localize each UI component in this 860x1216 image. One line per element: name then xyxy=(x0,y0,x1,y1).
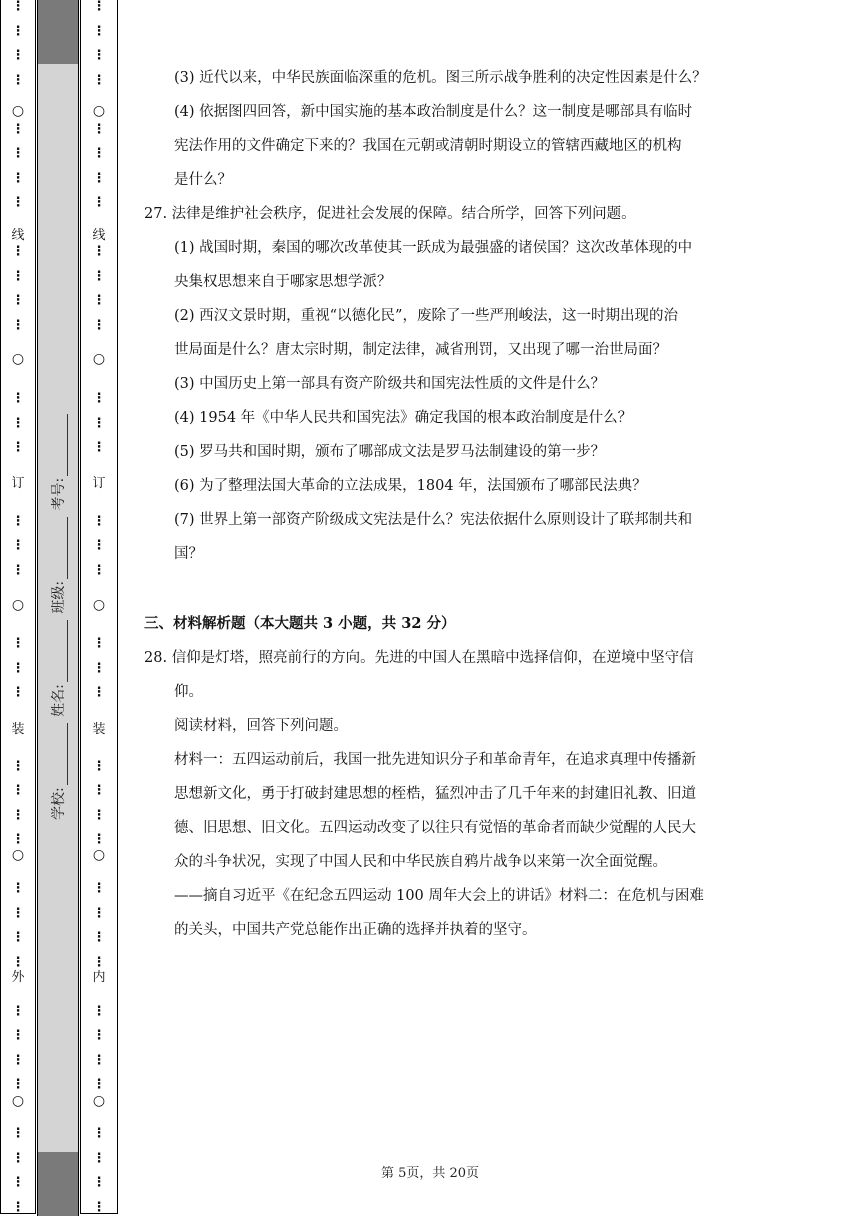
school-field[interactable] xyxy=(53,723,68,785)
seal-dots: ⋮ xyxy=(11,23,25,39)
seal-circle-mark: ○ xyxy=(11,351,25,367)
seal-dots: ⋮ xyxy=(92,1028,106,1043)
seal-dots: ⋮ xyxy=(92,268,106,284)
text-line: 德、旧思想、旧文化。五四运动改变了以往只有觉悟的革命者而缺少觉醒的人民大 xyxy=(174,820,696,836)
seal-dots: ⋮ xyxy=(92,23,106,39)
seal-char-mark: 装 xyxy=(92,722,106,737)
binding-margin xyxy=(0,0,120,1216)
text-line: ——摘自习近平《在纪念五四运动 100 周年大会上的讲话》材料二：在危机与困难 xyxy=(174,888,704,904)
seal-dots: ⋮ xyxy=(11,636,25,651)
seal-dots: ⋮ xyxy=(11,48,25,63)
seal-dots: ⋮ xyxy=(11,1052,25,1068)
seal-dots: ⋮ xyxy=(92,244,106,259)
seal-dots: ⋮ xyxy=(11,391,25,406)
text-line: (5) 罗马共和国时期，颁布了哪部成文法是罗马法制建设的第一步？ xyxy=(174,444,606,460)
text-line: (1) 战国时期，秦国的哪次改革使其一跃成为最强盛的诸侯国？这次改革体现的中 xyxy=(174,240,693,256)
number-field[interactable] xyxy=(53,414,68,476)
seal-dots: ⋮ xyxy=(92,317,106,333)
text-line: 27. 法律是维护社会秩序，促进社会发展的保障。结合所学，回答下列问题。 xyxy=(144,206,636,222)
seal-dots: ⋮ xyxy=(92,1052,106,1068)
text-line: 材料一：五四运动前后，我国一批先进知识分子和革命青年，在追求真理中传播新 xyxy=(174,752,696,768)
seal-circle-mark: ○ xyxy=(92,1093,106,1109)
seal-circle-mark: ○ xyxy=(11,103,25,119)
seal-circle-mark: ○ xyxy=(92,103,106,119)
seal-dots: ⋮ xyxy=(92,832,106,847)
seal-dots: ⋮ xyxy=(92,440,106,455)
text-line: 28. 信仰是灯塔，照亮前行的方向。先进的中国人在黑暗中选择信仰，在逆境中坚守信 xyxy=(144,650,694,666)
seal-dots: ⋮ xyxy=(11,72,25,88)
seal-dots: ⋮ xyxy=(92,72,106,88)
seal-dots: ⋮ xyxy=(92,1126,106,1141)
seal-circle-mark: ○ xyxy=(92,847,106,863)
text-line: (2) 西汉文景时期，重视“以德化民”，废除了一些严刑峻法，这一时期出现的治 xyxy=(174,308,678,324)
school-label: 学校: xyxy=(51,787,67,820)
seal-char-mark: 装 xyxy=(11,722,25,737)
page-footer: 第 5页，共 20页 xyxy=(380,1166,480,1181)
seal-dots: ⋮ xyxy=(11,146,25,161)
seal-dots: ⋮ xyxy=(11,758,25,774)
seal-dots: ⋮ xyxy=(92,562,106,578)
seal-dots: ⋮ xyxy=(92,513,106,529)
seal-dots: ⋮ xyxy=(92,930,106,945)
seal-dots: ⋮ xyxy=(92,170,106,186)
seal-dots: ⋮ xyxy=(92,48,106,63)
seal-dots: ⋮ xyxy=(92,195,106,210)
seal-dots: ⋮ xyxy=(11,930,25,945)
seal-dots: ⋮ xyxy=(92,293,106,308)
text-line: (7) 世界上第一部资产阶级成文宪法是什么？宪法依据什么原则设计了联邦制共和 xyxy=(174,512,693,528)
text-line: 的关头，中国共产党总能作出正确的选择并执着的坚守。 xyxy=(174,922,537,938)
text-line: (3) 中国历史上第一部具有资产阶级共和国宪法性质的文件是什么？ xyxy=(174,376,606,392)
seal-dots: ⋮ xyxy=(11,440,25,455)
seal-dots: ⋮ xyxy=(11,268,25,284)
outer-seal-line xyxy=(8,0,28,1216)
seal-dots: ⋮ xyxy=(92,538,106,553)
seal-dots: ⋮ xyxy=(11,415,25,431)
seal-dots: ⋮ xyxy=(11,293,25,308)
seal-dots: ⋮ xyxy=(11,538,25,553)
seal-dots: ⋮ xyxy=(11,0,25,14)
student-info-fields xyxy=(48,412,68,820)
seal-dots: ⋮ xyxy=(92,905,106,921)
text-line: (3) 近代以来，中华民族面临深重的危机。图三所示战争胜利的决定性因素是什么？ xyxy=(174,70,707,86)
class-field[interactable] xyxy=(53,517,68,579)
text-line: 央集权思想来自于哪家思想学派？ xyxy=(174,274,392,290)
seal-dots: ⋮ xyxy=(11,244,25,259)
seal-dots: ⋮ xyxy=(11,562,25,578)
seal-dots: ⋮ xyxy=(92,881,106,896)
seal-circle-mark: ○ xyxy=(92,351,106,367)
seal-dots: ⋮ xyxy=(11,660,25,676)
name-field[interactable] xyxy=(53,620,68,682)
seal-circle-mark: ○ xyxy=(11,597,25,613)
seal-dots: ⋮ xyxy=(11,121,25,137)
text-line: 思想新文化，勇于打破封建思想的桎梏，猛烈冲击了几千年来的封建旧礼教、旧道 xyxy=(174,786,696,802)
seal-dots: ⋮ xyxy=(92,660,106,676)
class-label: 班级: xyxy=(51,580,67,614)
seal-dots: ⋮ xyxy=(92,636,106,651)
seal-char-mark: 线 xyxy=(92,228,106,243)
seal-dots: ⋮ xyxy=(11,832,25,847)
seal-dots: ⋮ xyxy=(11,905,25,921)
seal-dots: ⋮ xyxy=(92,0,106,14)
seal-dots: ⋮ xyxy=(11,1028,25,1043)
seal-dots: ⋮ xyxy=(11,1150,25,1166)
seal-dots: ⋮ xyxy=(11,1199,25,1215)
seal-char-mark: 线 xyxy=(11,228,25,243)
text-line: (4) 1954 年《中华人民共和国宪法》确定我国的根本政治制度是什么？ xyxy=(174,410,633,426)
seal-dots: ⋮ xyxy=(11,317,25,333)
text-line: 阅读材料，回答下列问题。 xyxy=(174,718,348,734)
seal-dots: ⋮ xyxy=(11,195,25,210)
text-line: 国？ xyxy=(174,546,203,562)
band-top-block xyxy=(37,0,79,64)
seal-dots: ⋮ xyxy=(92,1175,106,1190)
seal-dots: ⋮ xyxy=(11,1126,25,1141)
seal-dots: ⋮ xyxy=(92,807,106,823)
seal-dots: ⋮ xyxy=(11,1003,25,1019)
seal-dots: ⋮ xyxy=(92,1150,106,1166)
seal-dots: ⋮ xyxy=(92,1077,106,1092)
seal-dots: ⋮ xyxy=(11,170,25,186)
text-line: 仰。 xyxy=(174,684,203,700)
section-title: 三、材料解析题（本大题共 3 小题，共 32 分） xyxy=(144,615,456,632)
seal-dots: ⋮ xyxy=(11,954,25,970)
seal-circle-mark: ○ xyxy=(92,597,106,613)
seal-dots: ⋮ xyxy=(92,758,106,774)
seal-char-mark: 外 xyxy=(11,970,25,985)
seal-dots: ⋮ xyxy=(92,146,106,161)
seal-dots: ⋮ xyxy=(92,391,106,406)
seal-dots: ⋮ xyxy=(92,685,106,700)
seal-dots: ⋮ xyxy=(11,685,25,700)
seal-dots: ⋮ xyxy=(11,807,25,823)
inner-seal-line xyxy=(89,0,109,1216)
seal-dots: ⋮ xyxy=(92,954,106,970)
seal-char-mark: 订 xyxy=(11,476,25,491)
text-line: 世局面是什么？唐太宗时期，制定法律，减省刑罚，又出现了哪一治世局面？ xyxy=(174,342,667,358)
name-label: 姓名: xyxy=(51,684,67,717)
seal-dots: ⋮ xyxy=(11,1077,25,1092)
number-label: 考号: xyxy=(51,477,67,511)
seal-circle-mark: ○ xyxy=(11,847,25,863)
seal-dots: ⋮ xyxy=(92,415,106,431)
seal-char-mark: 内 xyxy=(92,970,106,985)
seal-circle-mark: ○ xyxy=(11,1093,25,1109)
text-line: 是什么？ xyxy=(174,172,232,188)
seal-dots: ⋮ xyxy=(92,1199,106,1215)
text-line: 宪法作用的文件确定下来的？我国在元朝或清朝时期设立的管辖西藏地区的机构 xyxy=(174,138,682,154)
seal-dots: ⋮ xyxy=(92,1003,106,1019)
seal-dots: ⋮ xyxy=(92,783,106,798)
seal-char-mark: 订 xyxy=(92,476,106,491)
text-line: (4) 依据图四回答，新中国实施的基本政治制度是什么？这一制度是哪部具有临时 xyxy=(174,104,693,120)
seal-dots: ⋮ xyxy=(11,1175,25,1190)
seal-dots: ⋮ xyxy=(11,783,25,798)
text-line: (6) 为了整理法国大革命的立法成果，1804 年，法国颁布了哪部民法典？ xyxy=(174,478,647,494)
text-line: 众的斗争状况，实现了中国人民和中华民族自鸦片战争以来第一次全面觉醒。 xyxy=(174,854,667,870)
seal-dots: ⋮ xyxy=(11,881,25,896)
seal-dots: ⋮ xyxy=(92,121,106,137)
seal-dots: ⋮ xyxy=(11,513,25,529)
